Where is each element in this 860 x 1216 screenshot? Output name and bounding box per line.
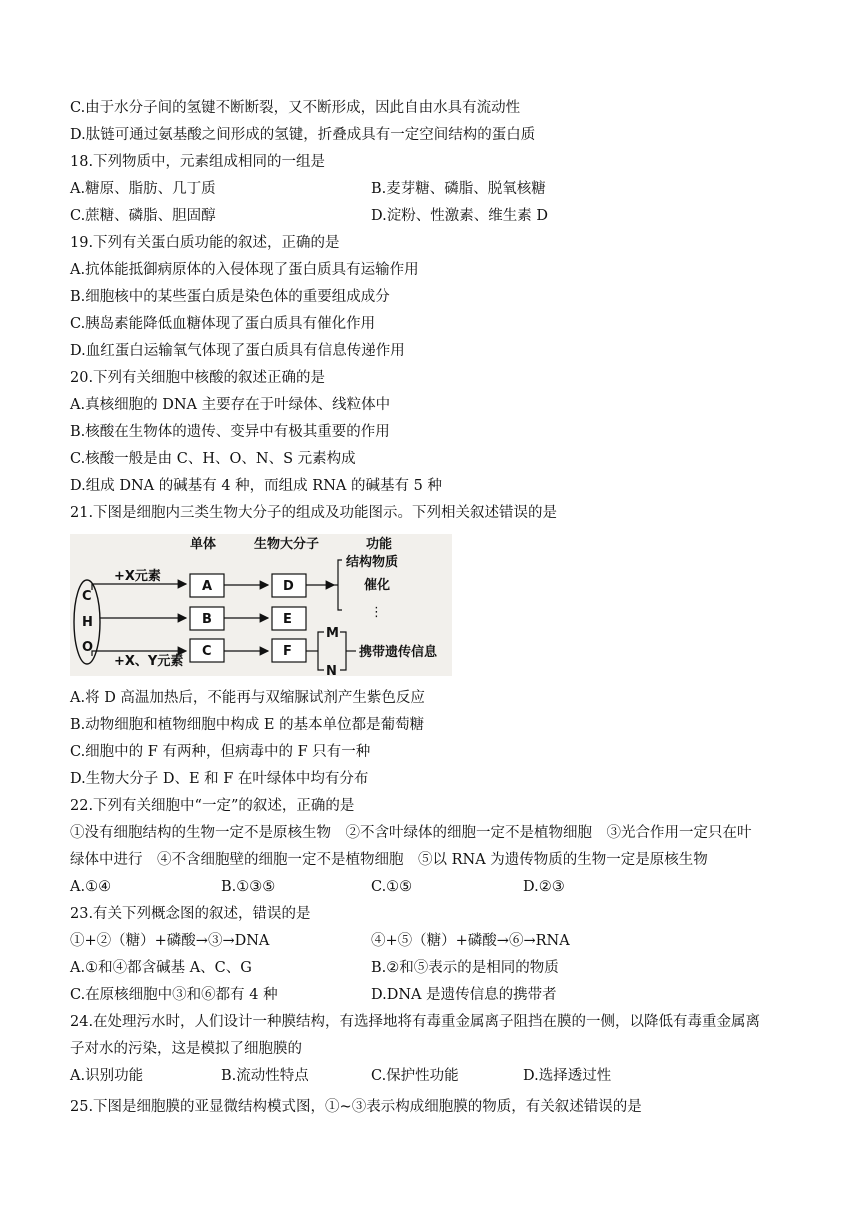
q21-option-a: A.将 D 高温加热后，不能再与双缩脲试剂产生紫色反应: [70, 690, 425, 706]
q22-option-b: B.①③⑤: [221, 879, 276, 895]
q19-option-d: D.血红蛋白运输氧气体现了蛋白质具有信息传递作用: [70, 343, 405, 359]
q23-stem: 23.有关下列概念图的叙述，错误的是: [70, 906, 311, 922]
label-n: N: [326, 664, 337, 676]
function-structural: 结构物质: [346, 555, 399, 570]
function-genetic: 携带遗传信息: [359, 645, 438, 660]
q20-option-c: C.核酸一般是由 C、H、O、N、S 元素构成: [70, 451, 356, 467]
q24-option-d: D.选择透过性: [523, 1068, 612, 1084]
q24-option-c: C.保护性功能: [371, 1068, 459, 1084]
q23-option-a: A.①和④都含碱基 A、C、G: [70, 960, 252, 976]
q19-option-c: C.胰岛素能降低血糖体现了蛋白质具有催化作用: [70, 316, 376, 332]
box-e-label: E: [283, 612, 292, 627]
q22-option-d: D.②③: [523, 879, 565, 895]
q18-option-b: B.麦芽糖、磷脂、脱氧核糖: [371, 181, 546, 197]
q17-option-d: D.肽链可通过氨基酸之间形成的氢键，折叠成具有一定空间结构的蛋白质: [70, 127, 536, 143]
q20-option-b: B.核酸在生物体的遗传、变异中有极其重要的作用: [70, 424, 390, 440]
q19-option-b: B.细胞核中的某些蛋白质是染色体的重要组成成分: [70, 289, 390, 305]
box-a-label: A: [202, 579, 213, 594]
label-plus-xy: +X、Y元素: [114, 654, 184, 669]
q17-option-c: C.由于水分子间的氢键不断断裂，又不断形成，因此自由水具有流动性: [70, 100, 521, 116]
q20-option-a: A.真核细胞的 DNA 主要存在于叶绿体、线粒体中: [70, 397, 391, 413]
q18-option-a: A.糖原、脂肪、几丁质: [70, 181, 216, 197]
header-function: 功能: [366, 537, 393, 552]
q21-option-b: B.动物细胞和植物细胞中构成 E 的基本单位都是葡萄糖: [70, 717, 425, 733]
q23-concept-dna: ①+②（糖）+磷酸→③→DNA: [70, 933, 270, 949]
label-plus-x: +X元素: [114, 569, 161, 584]
q23-concept-rna: ④+⑤（糖）+磷酸→⑥→RNA: [371, 933, 570, 949]
macromolecule-diagram-svg: [70, 534, 452, 676]
box-b-label: B: [202, 612, 212, 627]
q22-statements-line1: ①没有细胞结构的生物一定不是原核生物 ②不含叶绿体的细胞一定不是植物细胞 ③光合作用一定只在叶: [70, 825, 752, 841]
q24-option-b: B.流动性特点: [221, 1068, 309, 1084]
header-macromolecule: 生物大分子: [254, 537, 320, 552]
q24-option-a: A.识别功能: [70, 1068, 144, 1084]
box-f-label: F: [283, 644, 292, 659]
q21-stem: 21.下图是细胞内三类生物大分子的组成及功能图示。下列相关叙述错误的是: [70, 505, 558, 521]
q18-option-c: C.蔗糖、磷脂、胆固醇: [70, 208, 216, 224]
q24-stem-line1: 24.在处理污水时，人们设计一种膜结构，有选择地将有毒重金属离子阻挡在膜的一侧，以降低有毒重金属离: [70, 1014, 761, 1030]
q18-stem: 18.下列物质中，元素组成相同的一组是: [70, 154, 326, 170]
q22-statements-line2: 绿体中进行 ④不含细胞壁的细胞一定不是植物细胞 ⑤以 RNA 为遗传物质的生物一定是原核生物: [70, 852, 708, 868]
q21-option-d: D.生物大分子 D、E 和 F 在叶绿体中均有分布: [70, 771, 369, 787]
function-ellipsis: ⋮: [370, 605, 383, 620]
label-m: M: [326, 626, 339, 641]
box-c-label: C: [202, 644, 212, 659]
q23-option-c: C.在原核细胞中③和⑥都有 4 种: [70, 987, 278, 1003]
q22-stem: 22.下列有关细胞中“一定”的叙述，正确的是: [70, 798, 355, 814]
q19-stem: 19.下列有关蛋白质功能的叙述，正确的是: [70, 235, 340, 251]
q25-stem: 25.下图是细胞膜的亚显微结构模式图，①~③表示构成细胞膜的物质，有关叙述错误的是: [70, 1099, 642, 1115]
q23-option-d: D.DNA 是遗传信息的携带者: [371, 987, 557, 1003]
q21-option-c: C.细胞中的 F 有两种，但病毒中的 F 只有一种: [70, 744, 371, 760]
function-catalysis: 催化: [364, 578, 391, 593]
element-c: C: [82, 589, 92, 604]
q22-option-c: C.①⑤: [371, 879, 413, 895]
header-monomer: 单体: [190, 537, 217, 552]
box-d-label: D: [283, 579, 294, 594]
q22-option-a: A.①④: [70, 879, 112, 895]
q20-option-d: D.组成 DNA 的碱基有 4 种，而组成 RNA 的碱基有 5 种: [70, 478, 442, 494]
q20-stem: 20.下列有关细胞中核酸的叙述正确的是: [70, 370, 326, 386]
element-h: H: [82, 615, 93, 630]
macromolecule-diagram: [70, 534, 452, 676]
q23-option-b: B.②和⑤表示的是相同的物质: [371, 960, 559, 976]
q18-option-d: D.淀粉、性激素、维生素 D: [371, 208, 548, 224]
q19-option-a: A.抗体能抵御病原体的入侵体现了蛋白质具有运输作用: [70, 262, 419, 278]
q24-stem-line2: 子对水的污染，这是模拟了细胞膜的: [70, 1041, 302, 1057]
element-o: O: [82, 640, 94, 655]
